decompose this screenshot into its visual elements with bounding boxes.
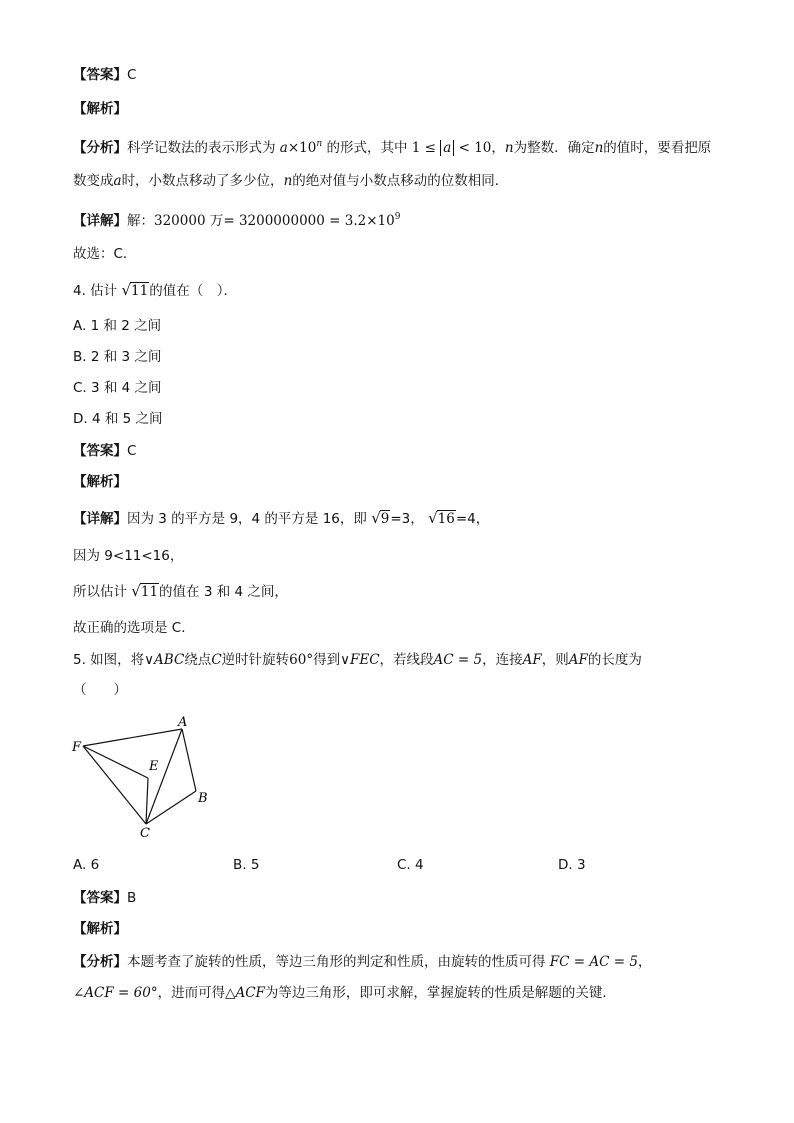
q4-because-line: 因为 9<11<16， (73, 548, 184, 564)
detail-tag: 【详解】 (73, 511, 127, 527)
math-var: C (211, 652, 222, 668)
math-expr: △ACF (225, 985, 265, 1001)
text: 数变成 (73, 173, 114, 189)
sqrt-sign: √ (131, 582, 141, 600)
q5-analysis-line (73, 919, 127, 939)
q5-option-b: B. 5 (233, 857, 260, 873)
sqrt-sign: √ (371, 509, 381, 527)
math-expr: 1 ≤ (411, 140, 436, 156)
math-expr: 60° (289, 652, 314, 668)
text: ，进而可得 (157, 985, 226, 1001)
segment-fc (83, 746, 146, 824)
q5-option-d: D. 3 (558, 857, 586, 873)
q5-stem (73, 650, 642, 670)
text: ，若线段 (379, 652, 434, 668)
analysis-tag: 【解析】 (73, 474, 127, 490)
q4-detail-line (73, 508, 489, 529)
radicand: 11 (140, 584, 159, 600)
math-expr: FC = AC = 5 (549, 954, 638, 970)
text: =4， (455, 511, 490, 527)
radicand: 16 (437, 511, 455, 527)
label-a: A (178, 715, 188, 730)
math-expr: 320000 (154, 213, 206, 229)
answer-tag: 【答案】 (73, 67, 127, 83)
math-var: n (594, 140, 604, 156)
answer-value: B (127, 890, 137, 906)
label-f: F (72, 740, 82, 755)
text: 4. 估计 (73, 283, 118, 299)
text: 解： (127, 213, 154, 229)
math-expr: ×10 (287, 140, 317, 156)
q4-option-c: C. 3 和 4 之间 (73, 380, 162, 396)
text: 故选：C． (73, 246, 137, 262)
q4-option-d: D. 4 和 5 之间 (73, 411, 163, 427)
math-expr: AF (522, 652, 542, 668)
label-b: B (198, 791, 208, 806)
text: =3， (390, 511, 424, 527)
text: 的绝对值与小数点移动的位数相同． (292, 173, 509, 189)
text: 得到 (313, 652, 341, 668)
segment-ab (182, 729, 196, 791)
math-expr: < 10 (458, 140, 492, 156)
q5-answer-line (73, 888, 136, 908)
math-exp: n (316, 139, 323, 149)
math-expr: = 3200000000 = 3.2×10 (223, 213, 395, 229)
answer-value: C (127, 67, 137, 83)
text: 科学记数法的表示形式为 (127, 140, 276, 156)
text: 的值在（ ）． (149, 283, 237, 299)
sqrt-sign: √ (121, 281, 132, 299)
q5-fenxi-line-1 (73, 952, 651, 972)
text: 绕点 (184, 652, 212, 668)
q5-paren: （ ） (73, 682, 127, 698)
text: 为等边三角形，即可求解，掌握旋转的性质是解题的关键． (264, 985, 616, 1001)
math-abs: a (440, 140, 454, 156)
text: 逆时针旋转 (221, 652, 290, 668)
text: 所以估计 (73, 584, 127, 600)
segment-fa (83, 729, 182, 746)
fenxi-tag: 【分析】 (73, 954, 127, 970)
label-e: E (149, 759, 159, 774)
q5-figure (60, 708, 220, 848)
text: ， (637, 954, 652, 970)
q4-option-b: B. 2 和 3 之间 (73, 349, 162, 365)
radicand: 11 (131, 283, 149, 299)
fenxi-tag: 【分析】 (73, 140, 127, 156)
segment-bc (146, 791, 196, 824)
q4-stem (73, 280, 237, 301)
q5-option-c: C. 4 (397, 857, 424, 873)
math-var: n (504, 140, 514, 156)
text: 为整数．确定 (513, 140, 595, 156)
q3-choose-line (73, 244, 136, 264)
label-c: C (140, 826, 150, 841)
text: 时，小数点移动了多少位， (121, 173, 284, 189)
text: 5. 如图，将 (73, 652, 145, 668)
answer-tag: 【答案】 (73, 890, 127, 906)
q4-analysis-line (73, 472, 127, 492)
q4-option-a: A. 1 和 2 之间 (73, 318, 162, 334)
math-expr: ∠ACF = 60° (73, 985, 158, 1001)
text: 的长度为 (587, 652, 642, 668)
text: ，则 (541, 652, 569, 668)
text: 万 (209, 213, 224, 229)
text: ， (491, 140, 505, 156)
q5-option-a: A. 6 (73, 857, 100, 873)
text: 本题考查了旋转的性质，等边三角形的判定和性质，由旋转的性质可得 (127, 954, 546, 970)
math-var: a (279, 140, 288, 156)
radicand: 9 (380, 511, 390, 527)
segment-ac (146, 729, 182, 824)
q4-so-line (73, 581, 288, 602)
math-var: n (283, 173, 293, 189)
text: 的值时，要看把原 (603, 140, 712, 156)
math-expr: AF (568, 652, 588, 668)
math-var: a (113, 173, 122, 189)
answer-value: C (127, 443, 137, 459)
segment-fe (83, 746, 148, 778)
text: 的值在 3 和 4 之间， (159, 584, 288, 600)
math-expr: AC = 5 (433, 652, 483, 668)
segment-ec (146, 778, 148, 824)
analysis-tag: 【解析】 (73, 101, 127, 117)
answer-tag: 【答案】 (73, 443, 127, 459)
q5-fenxi-line-2 (73, 983, 616, 1003)
text: ，连接 (482, 652, 523, 668)
q3-answer-line (73, 65, 136, 85)
q3-detail-line (73, 207, 400, 231)
text: 的形式，其中 (326, 140, 408, 156)
math-expr: ∨ABC (144, 652, 185, 668)
q3-analysis-line (73, 99, 127, 119)
analysis-tag: 【解析】 (73, 921, 127, 937)
q3-fenxi-line-2 (73, 171, 508, 191)
sqrt-sign: √ (428, 509, 438, 527)
math-expr: ∨FEC (340, 652, 380, 668)
q4-correct-line: 故正确的选项是 C． (73, 620, 195, 636)
math-exp: 9 (394, 212, 401, 222)
text: 因为 3 的平方是 9，4 的平方是 16，即 (127, 511, 367, 527)
q4-answer-line (73, 441, 136, 461)
q3-fenxi-line-1 (73, 134, 711, 158)
detail-tag: 【详解】 (73, 213, 127, 229)
